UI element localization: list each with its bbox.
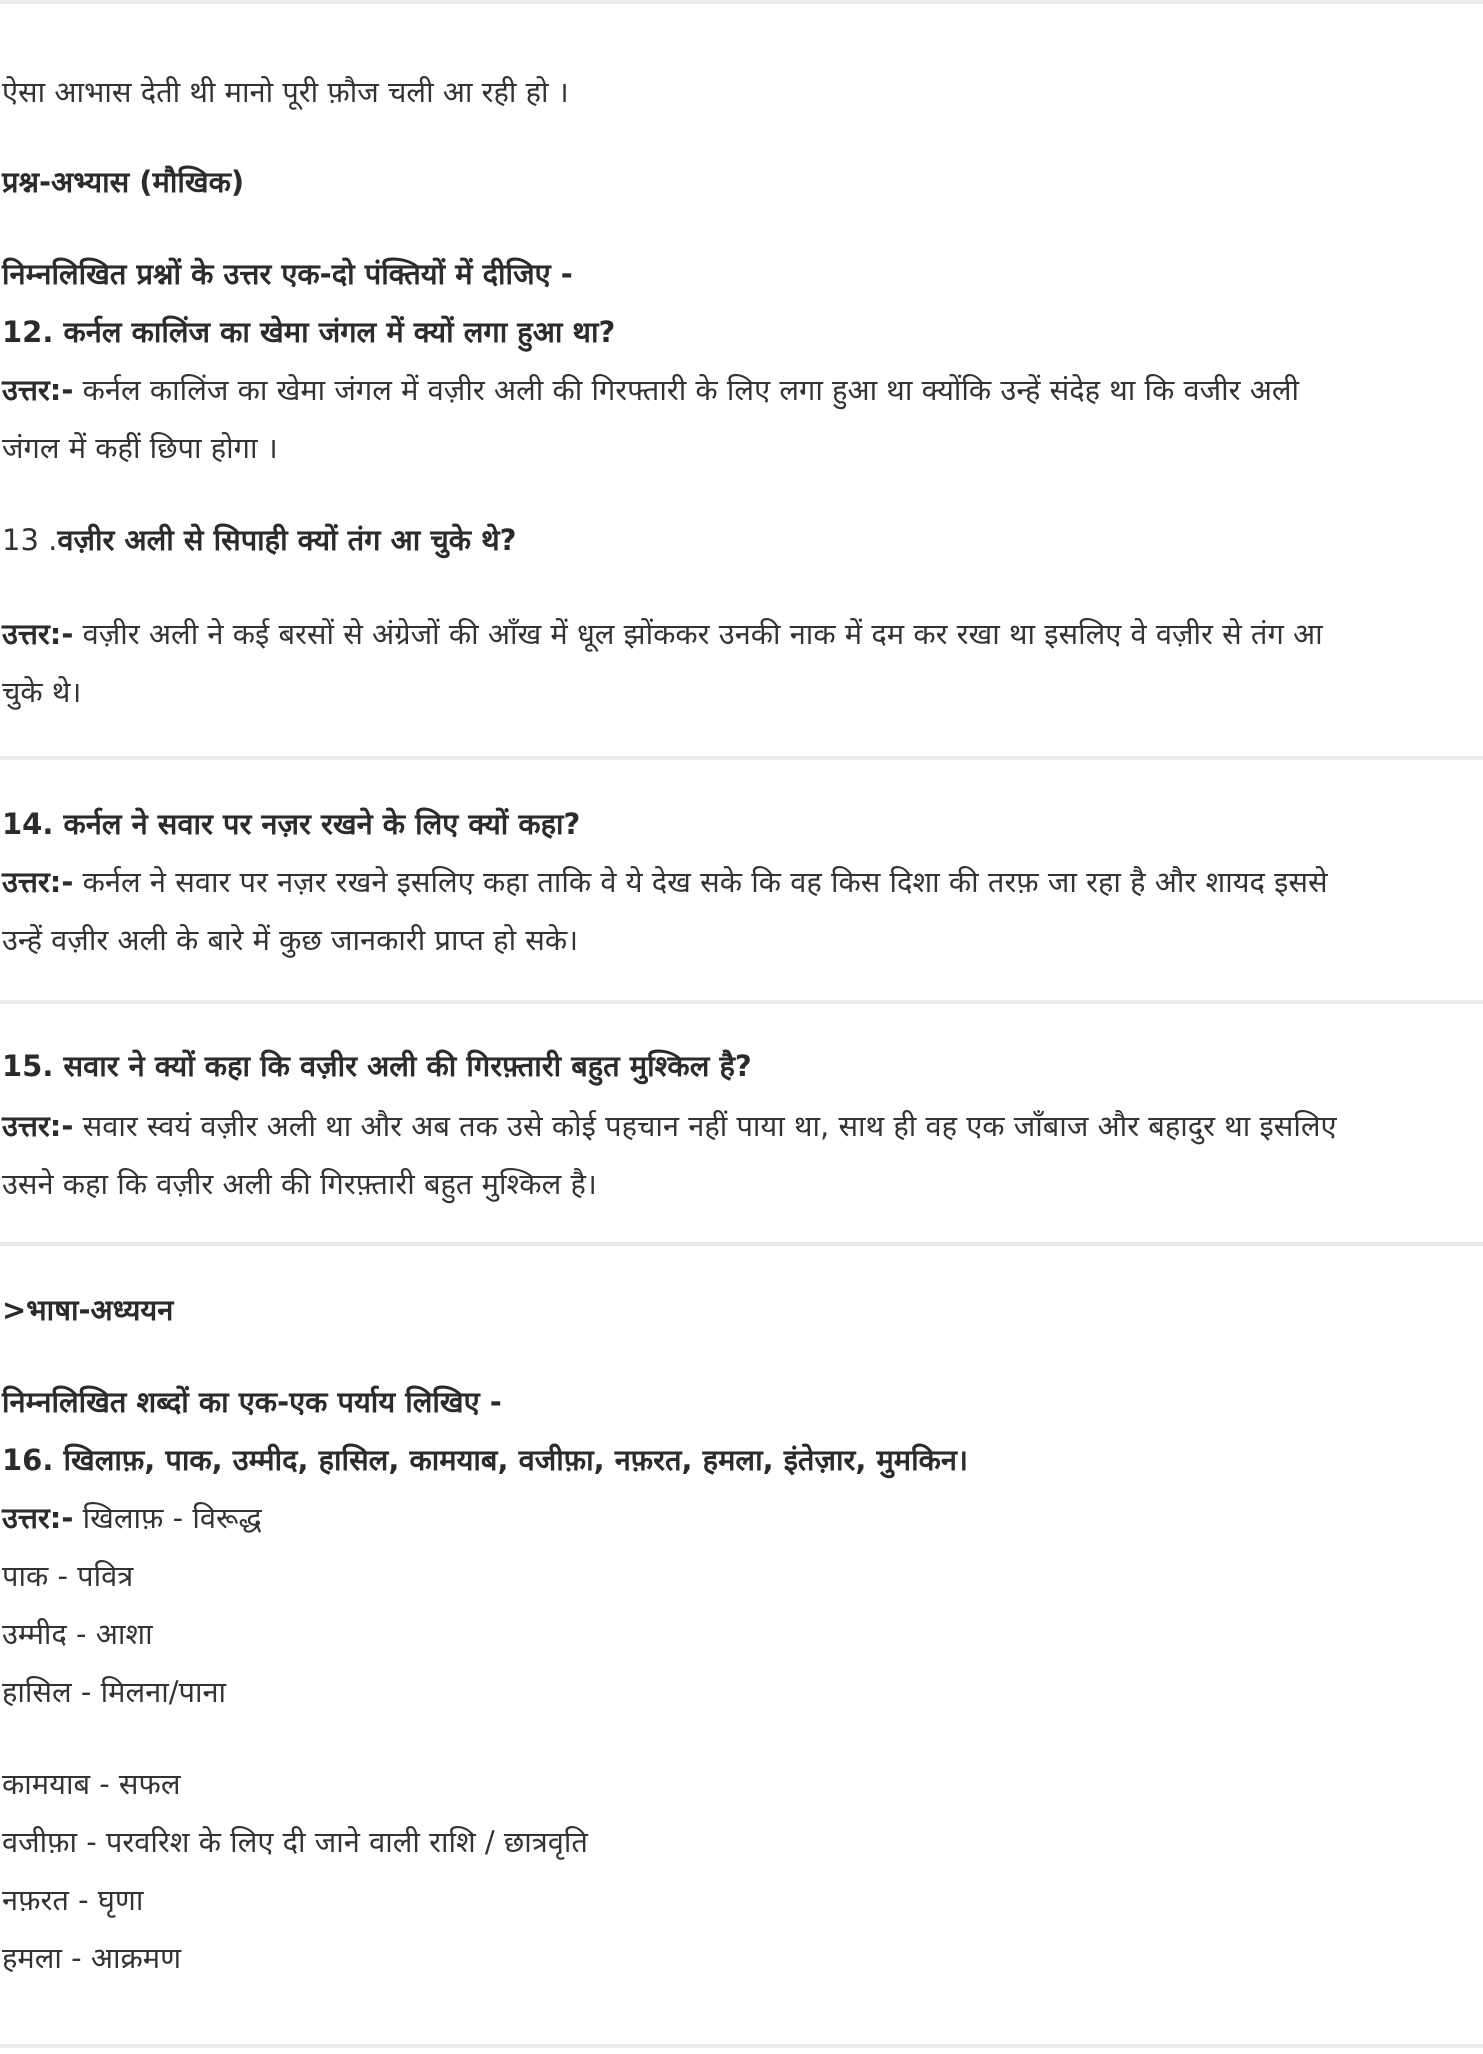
answer-15-line-2: उसने कहा कि वज़ीर अली की गिरफ़्तारी बहुत मुश्किल है। bbox=[2, 1167, 597, 1201]
question-14: 14. कर्नल ने सवार पर नज़र रखने के लिए क्यों कहा? bbox=[2, 807, 581, 841]
synonym-pair-3: उम्मीद - आशा bbox=[2, 1617, 153, 1651]
synonym-pair-5: कामयाब - सफल bbox=[2, 1767, 181, 1801]
top-divider bbox=[0, 0, 1483, 4]
answer-label: उत्तर:- bbox=[2, 1501, 74, 1535]
question-12: 12. कर्नल कालिंज का खेमा जंगल में क्यों लगा हुआ था? bbox=[2, 315, 616, 349]
answer-15-line-1 bbox=[2, 1106, 1337, 1146]
section-heading-oral: प्रश्न-अभ्यास (मौखिक) bbox=[2, 165, 245, 199]
answer-13-line-1 bbox=[2, 614, 1323, 654]
answer-15-text: सवार स्वयं वज़ीर अली था और अब तक उसे कोई पहचान नहीं पाया था, साथ ही वह एक जाँबाज और बहादुर था इसलिए bbox=[73, 1109, 1337, 1143]
section-divider bbox=[0, 1242, 1483, 1246]
answer-12-line-2: जंगल में कहीं छिपा होगा । bbox=[2, 431, 278, 465]
answer-13-text: वज़ीर अली ने कई बरसों से अंग्रेजों की आँख में धूल झोंककर उनकी नाक में दम कर रखा था इसलिए वे वज़ीर से तंग आ bbox=[73, 617, 1323, 651]
synonym-pair-1-text: खिलाफ़ - विरूद्ध bbox=[73, 1501, 262, 1535]
answer-label: उत्तर:- bbox=[2, 617, 74, 651]
answer-label: उत्तर:- bbox=[2, 1109, 74, 1143]
synonym-pair-6: वजीफ़ा - परवरिश के लिए दी जाने वाली राशि / छात्रवृति bbox=[2, 1825, 588, 1859]
answer-13-line-2: चुके थे। bbox=[2, 675, 82, 709]
instruction-language: निम्नलिखित शब्दों का एक-एक पर्याय लिखिए - bbox=[2, 1385, 502, 1419]
section-divider bbox=[0, 756, 1483, 760]
intro-text: ऐसा आभास देती थी मानो पूरी फ़ौज चली आ रही हो । bbox=[2, 75, 569, 109]
synonym-pair-4: हासिल - मिलना/पाना bbox=[2, 1675, 227, 1709]
question-13-number: 13 . bbox=[2, 523, 58, 557]
synonym-pair-8: हमला - आक्रमण bbox=[2, 1941, 182, 1975]
answer-12-line-1 bbox=[2, 370, 1299, 410]
question-16: 16. खिलाफ़, पाक, उम्मीद, हासिल, कामयाब, वजीफ़ा, नफ़रत, हमला, इंतेज़ार, मुमकिन। bbox=[2, 1443, 969, 1477]
bottom-divider bbox=[0, 2044, 1483, 2048]
synonym-pair-7: नफ़रत - घृणा bbox=[2, 1883, 144, 1917]
answer-14-text: कर्नल ने सवार पर नज़र रखने इसलिए कहा ताकि वे ये देख सके कि वह किस दिशा की तरफ़ जा रहा है और शायद इससे bbox=[73, 865, 1328, 899]
answer-label: उत्तर:- bbox=[2, 865, 74, 899]
answer-label: उत्तर:- bbox=[2, 373, 74, 407]
section-heading-language: >भाषा-अध्ययन bbox=[2, 1293, 174, 1327]
question-13 bbox=[2, 520, 516, 560]
answer-14-line-1 bbox=[2, 862, 1328, 902]
question-15: 15. सवार ने क्यों कहा कि वज़ीर अली की गिरफ़्तारी बहुत मुश्किल है? bbox=[2, 1049, 752, 1083]
section-divider bbox=[0, 1000, 1483, 1004]
instruction-oral: निम्नलिखित प्रश्नों के उत्तर एक-दो पंक्तियों में दीजिए - bbox=[2, 257, 573, 291]
answer-14-line-2: उन्हें वज़ीर अली के बारे में कुछ जानकारी प्राप्त हो सके। bbox=[2, 923, 579, 957]
synonym-pair-2: पाक - पवित्र bbox=[2, 1559, 134, 1593]
synonym-pair-1 bbox=[2, 1498, 262, 1538]
answer-12-text: कर्नल कालिंज का खेमा जंगल में वज़ीर अली की गिरफ्तारी के लिए लगा हुआ था क्योंकि उन्हें संदेह था कि वजीर अली bbox=[73, 373, 1300, 407]
question-13-text: वज़ीर अली से सिपाही क्यों तंग आ चुके थे? bbox=[57, 523, 517, 557]
